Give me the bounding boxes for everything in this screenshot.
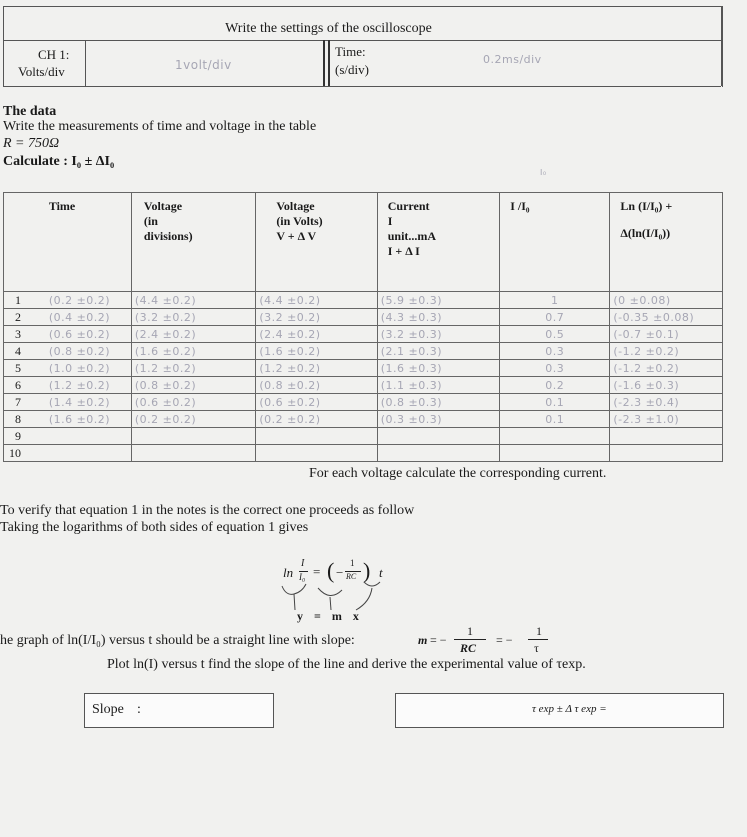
- i0-annotation: I₀: [540, 168, 547, 177]
- ln-header-line2: Δ(ln(I/I₀)): [620, 226, 671, 240]
- voltage-volts-header-line1: Voltage: [276, 199, 315, 213]
- rownum-cell: 8: [4, 411, 24, 428]
- time-cell[interactable]: [46, 428, 132, 445]
- ratio-cell[interactable]: [500, 428, 610, 445]
- voltage-div-header: [131, 193, 255, 292]
- settings-left-border: [3, 40, 4, 86]
- settings-divider: [3, 40, 721, 41]
- current-cell[interactable]: (5.9 ±0.3): [377, 292, 499, 309]
- voltage-div-cell[interactable]: [131, 445, 255, 462]
- tau-answer-label: τ exp ± Δ τ exp =: [532, 703, 607, 715]
- ln-cell[interactable]: (-1.2 ±0.2): [610, 343, 723, 360]
- time-cell[interactable]: (1.6 ±0.2): [46, 411, 132, 428]
- voltage-volts-cell[interactable]: (2.4 ±0.2): [256, 326, 377, 343]
- measurement-table: [3, 192, 723, 462]
- rownum-cell: 7: [4, 394, 24, 411]
- slope-num2: 1: [536, 624, 542, 638]
- verify-line-2: Taking the logarithms of both sides of equation 1 gives: [0, 520, 309, 535]
- eq-equals: =: [313, 564, 321, 579]
- current-header-line1: Current: [387, 199, 430, 213]
- voltage-div-cell[interactable]: (1.2 ±0.2): [131, 360, 255, 377]
- current-header-line2: I: [387, 214, 393, 228]
- settings-bottom-line: [3, 86, 721, 87]
- voltage-volts-cell[interactable]: [256, 428, 377, 445]
- ch1-value-field[interactable]: 1volt/div: [175, 58, 232, 72]
- slope-equation: [418, 624, 558, 660]
- current-header-line3: unit...mA: [387, 229, 437, 243]
- current-cell[interactable]: (1.1 ±0.3): [377, 377, 499, 394]
- table-row: [4, 411, 723, 428]
- slope-answer-label: Slope: [92, 702, 124, 717]
- time-unit-label: (s/div): [335, 62, 369, 77]
- ln-cell[interactable]: (-0.35 ±0.08): [610, 309, 723, 326]
- slope-input-cursor: :: [137, 702, 141, 717]
- eq-minus: −: [336, 565, 344, 580]
- current-header-line4: I + Δ I: [387, 244, 420, 258]
- time-cell[interactable]: (0.2 ±0.2): [46, 292, 132, 309]
- ratio-cell[interactable]: 0.2: [500, 377, 610, 394]
- tau-answer-box[interactable]: [395, 693, 724, 728]
- brace-y-stem: [294, 594, 295, 610]
- slope-eq1: = −: [430, 633, 447, 647]
- spacer-cell: [24, 445, 46, 462]
- brace-m: [318, 588, 342, 596]
- time-cell[interactable]: [46, 445, 132, 462]
- voltage-div-cell[interactable]: [131, 428, 255, 445]
- eq-frac-num: I: [301, 558, 305, 569]
- rownum-cell: 4: [4, 343, 24, 360]
- voltage-volts-cell[interactable]: (4.4 ±0.2): [256, 292, 377, 309]
- time-value-field[interactable]: 0.2ms/div: [483, 53, 542, 66]
- voltage-volts-cell[interactable]: (0.6 ±0.2): [256, 394, 377, 411]
- eq-close-paren: ): [363, 558, 371, 583]
- linear-x: x: [352, 609, 360, 623]
- slope-answer-box[interactable]: [84, 693, 274, 728]
- spacer-cell: [24, 343, 46, 360]
- voltage-div-cell[interactable]: (4.4 ±0.2): [131, 292, 255, 309]
- table-row: [4, 377, 723, 394]
- slope-num1: 1: [467, 624, 473, 638]
- voltage-volts-cell[interactable]: (1.2 ±0.2): [256, 360, 377, 377]
- eq-t: t: [379, 565, 383, 580]
- ch1-unit-label: Volts/div: [18, 64, 65, 79]
- spacer-cell: [24, 309, 46, 326]
- current-cell[interactable]: (0.3 ±0.3): [377, 411, 499, 428]
- time-cell[interactable]: (1.0 ±0.2): [46, 360, 132, 377]
- voltage-div-cell[interactable]: (3.2 ±0.2): [131, 309, 255, 326]
- voltage-volts-cell[interactable]: (3.2 ±0.2): [256, 309, 377, 326]
- ln-header: [610, 193, 723, 292]
- rownum-header: [4, 193, 24, 292]
- ln-cell[interactable]: (-0.7 ±0.1): [610, 326, 723, 343]
- spacer-cell: [24, 411, 46, 428]
- ln-header-line1: Ln (I/I₀) +: [620, 199, 673, 213]
- settings-cell-divider-1: [85, 40, 86, 86]
- data-heading: The data: [3, 104, 57, 119]
- brace-x: [364, 582, 380, 586]
- data-instruction: Write the measurements of time and voltage in the table: [3, 119, 317, 134]
- spacer-cell: [24, 377, 46, 394]
- voltage-div-cell[interactable]: (0.2 ±0.2): [131, 411, 255, 428]
- eq-frac-den: I₀: [299, 572, 306, 582]
- table-row: [4, 292, 723, 309]
- rownum-cell: 3: [4, 326, 24, 343]
- resistance-value: R = 750Ω: [3, 136, 60, 151]
- slope-m: m: [418, 633, 428, 647]
- brace-x-stem: [356, 588, 372, 610]
- verify-line-1: To verify that equation 1 in the notes is the correct one proceeds as follow: [0, 503, 415, 518]
- eq-ln: ln: [283, 565, 294, 580]
- rownum-cell: 5: [4, 360, 24, 377]
- voltage-div-header-line1: Voltage: [143, 199, 183, 213]
- time-header-text: Time: [48, 199, 76, 213]
- time-cell[interactable]: (0.4 ±0.2): [46, 309, 132, 326]
- calculate-instruction: Calculate : I₀ ± ΔI₀: [3, 154, 115, 169]
- current-cell[interactable]: (1.6 ±0.3): [377, 360, 499, 377]
- ratio-header-text: I /I₀: [510, 199, 530, 213]
- spacer-header: [24, 193, 46, 292]
- table-row: [4, 360, 723, 377]
- table-row: [4, 445, 723, 462]
- ratio-cell[interactable]: 0.7: [500, 309, 610, 326]
- current-cell[interactable]: [377, 428, 499, 445]
- table-footnote: For each voltage calculate the corresponding current.: [309, 466, 607, 481]
- rownum-cell: 6: [4, 377, 24, 394]
- slope-den2: τ: [534, 641, 539, 655]
- rownum-cell: 1: [4, 292, 24, 309]
- graph-text: he graph of ln(I/I₀) versus t should be a straight line with slope:: [0, 633, 355, 648]
- ratio-cell[interactable]: 0.3: [500, 343, 610, 360]
- rownum-cell: 9: [4, 428, 24, 445]
- settings-cell-divider-2a: [323, 40, 325, 86]
- eq-rhs-den: RC: [346, 572, 357, 581]
- voltage-div-header-line3: divisions): [143, 229, 193, 243]
- ln-cell[interactable]: [610, 445, 723, 462]
- eq-open-paren: (: [327, 558, 335, 583]
- table-row: [4, 326, 723, 343]
- voltage-div-cell[interactable]: (1.6 ±0.2): [131, 343, 255, 360]
- slope-bar2: [528, 639, 548, 640]
- table-row: [4, 309, 723, 326]
- voltage-volts-cell[interactable]: (1.6 ±0.2): [256, 343, 377, 360]
- ratio-cell[interactable]: 1: [500, 292, 610, 309]
- ratio-cell[interactable]: 0.1: [500, 394, 610, 411]
- time-cell[interactable]: (1.2 ±0.2): [46, 377, 132, 394]
- voltage-volts-header-line2: (in Volts): [276, 214, 323, 228]
- voltage-volts-header-line3: V + Δ V: [276, 229, 317, 243]
- rownum-cell: 2: [4, 309, 24, 326]
- current-cell[interactable]: (0.8 ±0.3): [377, 394, 499, 411]
- ln-cell[interactable]: (-2.3 ±0.4): [610, 394, 723, 411]
- spacer-cell: [24, 394, 46, 411]
- ln-cell[interactable]: (0 ±0.08): [610, 292, 723, 309]
- time-cell[interactable]: (0.8 ±0.2): [46, 343, 132, 360]
- spacer-cell: [24, 292, 46, 309]
- ln-cell[interactable]: (-1.6 ±0.3): [610, 377, 723, 394]
- linear-y: y: [297, 609, 304, 623]
- rownum-cell: 10: [4, 445, 24, 462]
- voltage-div-cell[interactable]: (0.6 ±0.2): [131, 394, 255, 411]
- time-cell[interactable]: (1.4 ±0.2): [46, 394, 132, 411]
- voltage-volts-cell[interactable]: (0.2 ±0.2): [256, 411, 377, 428]
- ln-cell[interactable]: [610, 428, 723, 445]
- settings-cell-divider-2b: [328, 40, 330, 86]
- voltage-volts-header: [256, 193, 377, 292]
- time-label: Time:: [335, 44, 366, 59]
- table-row: [4, 343, 723, 360]
- voltage-div-cell[interactable]: (0.8 ±0.2): [131, 377, 255, 394]
- current-cell[interactable]: (3.2 ±0.3): [377, 326, 499, 343]
- current-cell[interactable]: [377, 445, 499, 462]
- spacer-cell: [24, 428, 46, 445]
- ratio-cell[interactable]: [500, 445, 610, 462]
- voltage-div-cell[interactable]: (2.4 ±0.2): [131, 326, 255, 343]
- linear-m: m: [331, 609, 343, 623]
- settings-title: Write the settings of the oscilloscope: [225, 21, 432, 36]
- eq-rhs-num: 1: [350, 558, 355, 568]
- ln-cell[interactable]: (-2.3 ±1.0): [610, 411, 723, 428]
- voltage-volts-cell[interactable]: (0.8 ±0.2): [256, 377, 377, 394]
- linear-equals: =: [314, 609, 322, 623]
- linear-form: [297, 609, 360, 624]
- slope-den1: RC: [460, 641, 477, 655]
- settings-right-border: [721, 6, 722, 86]
- voltage-volts-cell[interactable]: [256, 445, 377, 462]
- ratio-cell[interactable]: 0.5: [500, 326, 610, 343]
- plot-instruction: Plot ln(I) versus t find the slope of the line and derive the experimental value of τexp.: [107, 657, 586, 672]
- time-header: [46, 193, 132, 292]
- spacer-cell: [24, 326, 46, 343]
- ratio-header: [500, 193, 610, 292]
- ch1-label: CH 1:: [38, 47, 70, 62]
- current-cell[interactable]: (2.1 ±0.3): [377, 343, 499, 360]
- current-header: [377, 193, 499, 292]
- current-cell[interactable]: (4.3 ±0.3): [377, 309, 499, 326]
- time-cell[interactable]: (0.6 ±0.2): [46, 326, 132, 343]
- table-row: [4, 394, 723, 411]
- table-row: [4, 428, 723, 445]
- slope-eq2: = −: [496, 633, 513, 647]
- ratio-cell[interactable]: 0.1: [500, 411, 610, 428]
- table-header-row: [4, 193, 723, 292]
- ln-cell[interactable]: (-1.2 ±0.2): [610, 360, 723, 377]
- brace-y: [282, 584, 306, 594]
- voltage-div-header-line2: (in: [143, 214, 158, 228]
- slope-bar1: [454, 639, 486, 640]
- spacer-cell: [24, 360, 46, 377]
- ratio-cell[interactable]: 0.3: [500, 360, 610, 377]
